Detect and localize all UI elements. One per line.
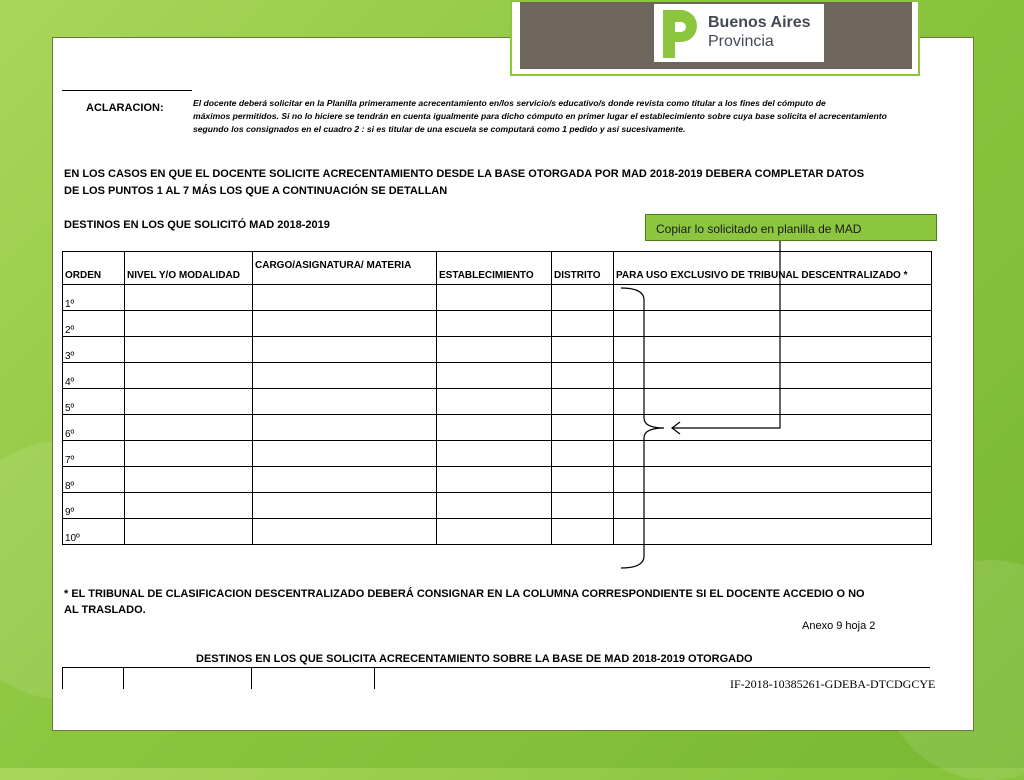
row-order: 3º <box>63 337 125 363</box>
table-row <box>63 363 932 389</box>
row-order: 7º <box>63 441 125 467</box>
table-cell[interactable] <box>552 363 614 389</box>
aclaracion-text: El docente deberá solicitar en la Planilla primeramente acrecentamiento en/los servicio/s educativo/s donde revista como titular a los fines del cómputo de máximos permitidos. Si no lo hiciere se tendrán en cuenta igualmente para dicho cómputo en primer lugar el establecimiento sobre cuya base solicita el acrecentamiento segundo los consignados en el cuadro 2 : si es titular de una escuela se computará como 1 pedido y así sucesivamente. <box>193 98 887 134</box>
table-cell[interactable] <box>253 519 437 545</box>
table-row <box>63 285 932 311</box>
table-cell[interactable] <box>125 441 253 467</box>
table-cell[interactable] <box>552 415 614 441</box>
footnote: * EL TRIBUNAL DE CLASIFICACION DESCENTRALIZADO DEBERÁ CONSIGNAR EN LA COLUMNA CORRESPONDIENTE SI EL DOCENTE ACCEDIO O NO AL TRASLADO. <box>64 588 865 616</box>
table-cell[interactable] <box>437 415 552 441</box>
table-cell[interactable] <box>437 519 552 545</box>
table-cell[interactable] <box>253 493 437 519</box>
table-cell[interactable] <box>437 337 552 363</box>
table-cell[interactable] <box>125 415 253 441</box>
table-cell[interactable] <box>614 285 932 311</box>
table-row <box>63 519 932 545</box>
table-cell[interactable] <box>437 389 552 415</box>
table-cell[interactable] <box>552 493 614 519</box>
table-cell[interactable] <box>125 389 253 415</box>
table-divider <box>62 668 63 689</box>
table-cell[interactable] <box>437 493 552 519</box>
table-cell[interactable] <box>437 285 552 311</box>
destinos2-title: DESTINOS EN LOS QUE SOLICITA ACRECENTAMIENTO SOBRE LA BASE DE MAD 2018-2019 OTORGADO <box>196 653 753 665</box>
table-cell[interactable] <box>552 389 614 415</box>
table-cell[interactable] <box>614 441 932 467</box>
anexo-label: Anexo 9 hoja 2 <box>802 620 876 632</box>
table-row <box>63 311 932 337</box>
table-row <box>63 389 932 415</box>
logo-frame <box>510 0 920 76</box>
table-cell[interactable] <box>614 389 932 415</box>
logo-backdrop <box>520 2 912 69</box>
destinos-title: DESTINOS EN LOS QUE SOLICITÓ MAD 2018-2019 <box>64 219 330 231</box>
header-orden: ORDEN <box>63 252 125 285</box>
table-cell[interactable] <box>614 311 932 337</box>
table-cell[interactable] <box>253 311 437 337</box>
table-cell[interactable] <box>552 441 614 467</box>
table-row <box>63 441 932 467</box>
table-cell[interactable] <box>614 467 932 493</box>
logo <box>654 4 824 62</box>
table-cell[interactable] <box>614 337 932 363</box>
table-cell[interactable] <box>614 493 932 519</box>
table-row <box>63 493 932 519</box>
row-order: 10º <box>63 519 125 545</box>
table-cell[interactable] <box>253 467 437 493</box>
table-divider <box>374 668 375 689</box>
table-cell[interactable] <box>614 519 932 545</box>
document-id: IF-2018-10385261-GDEBA-DTCDGCYE <box>730 677 936 691</box>
table-cell[interactable] <box>437 311 552 337</box>
table-cell[interactable] <box>253 285 437 311</box>
table-cell[interactable] <box>253 337 437 363</box>
table-cell[interactable] <box>253 441 437 467</box>
table-cell[interactable] <box>253 363 437 389</box>
table-row <box>63 337 932 363</box>
intro-text: EN LOS CASOS EN QUE EL DOCENTE SOLICITE ACRECENTAMIENTO DESDE LA BASE OTORGADA POR MAD 2018-2019 DEBERA COMPLETAR DATOS DE LOS PUNTOS 1 AL 7 MÁS LOS QUE A CONTINUACIÓN SE DETALLAN <box>64 168 865 197</box>
header-cargo: CARGO/ASIGNATURA/ MATERIA <box>253 252 437 285</box>
table-cell[interactable] <box>614 415 932 441</box>
table-cell[interactable] <box>552 337 614 363</box>
buenos-aires-logo-icon <box>659 6 703 60</box>
table-cell[interactable] <box>614 363 932 389</box>
aclaracion-title: ACLARACION: <box>86 102 164 114</box>
row-order: 9º <box>63 493 125 519</box>
header-nivel: NIVEL Y/O MODALIDAD <box>125 252 253 285</box>
table-cell[interactable] <box>125 363 253 389</box>
logo-line1: Buenos Aires <box>708 14 811 31</box>
table-row <box>63 467 932 493</box>
table-cell[interactable] <box>552 519 614 545</box>
table-cell[interactable] <box>253 389 437 415</box>
row-order: 1º <box>63 285 125 311</box>
destinos-table <box>62 251 932 545</box>
row-order: 5º <box>63 389 125 415</box>
table-cell[interactable] <box>125 493 253 519</box>
table-cell[interactable] <box>125 337 253 363</box>
header-tribunal: PARA USO EXCLUSIVO DE TRIBUNAL DESCENTRALIZADO * <box>614 252 932 285</box>
logo-line2: Provincia <box>708 33 774 50</box>
row-order: 2º <box>63 311 125 337</box>
table-cell[interactable] <box>125 311 253 337</box>
divider <box>62 90 192 91</box>
callout-note: Copiar lo solicitado en planilla de MAD <box>645 214 937 241</box>
row-order: 6º <box>63 415 125 441</box>
table-cell[interactable] <box>552 467 614 493</box>
table-cell[interactable] <box>552 285 614 311</box>
row-order: 8º <box>63 467 125 493</box>
row-order: 4º <box>63 363 125 389</box>
header-establecimiento: ESTABLECIMIENTO <box>437 252 552 285</box>
table-row <box>63 415 932 441</box>
table-header-row <box>63 252 932 285</box>
table-cell[interactable] <box>437 363 552 389</box>
table-divider <box>251 668 252 689</box>
table-cell[interactable] <box>437 467 552 493</box>
table-cell[interactable] <box>552 311 614 337</box>
table-cell[interactable] <box>125 285 253 311</box>
table-cell[interactable] <box>437 441 552 467</box>
table-divider <box>123 668 124 689</box>
table-cell[interactable] <box>253 415 437 441</box>
header-distrito: DISTRITO <box>552 252 614 285</box>
table-cell[interactable] <box>125 467 253 493</box>
table-cell[interactable] <box>125 519 253 545</box>
